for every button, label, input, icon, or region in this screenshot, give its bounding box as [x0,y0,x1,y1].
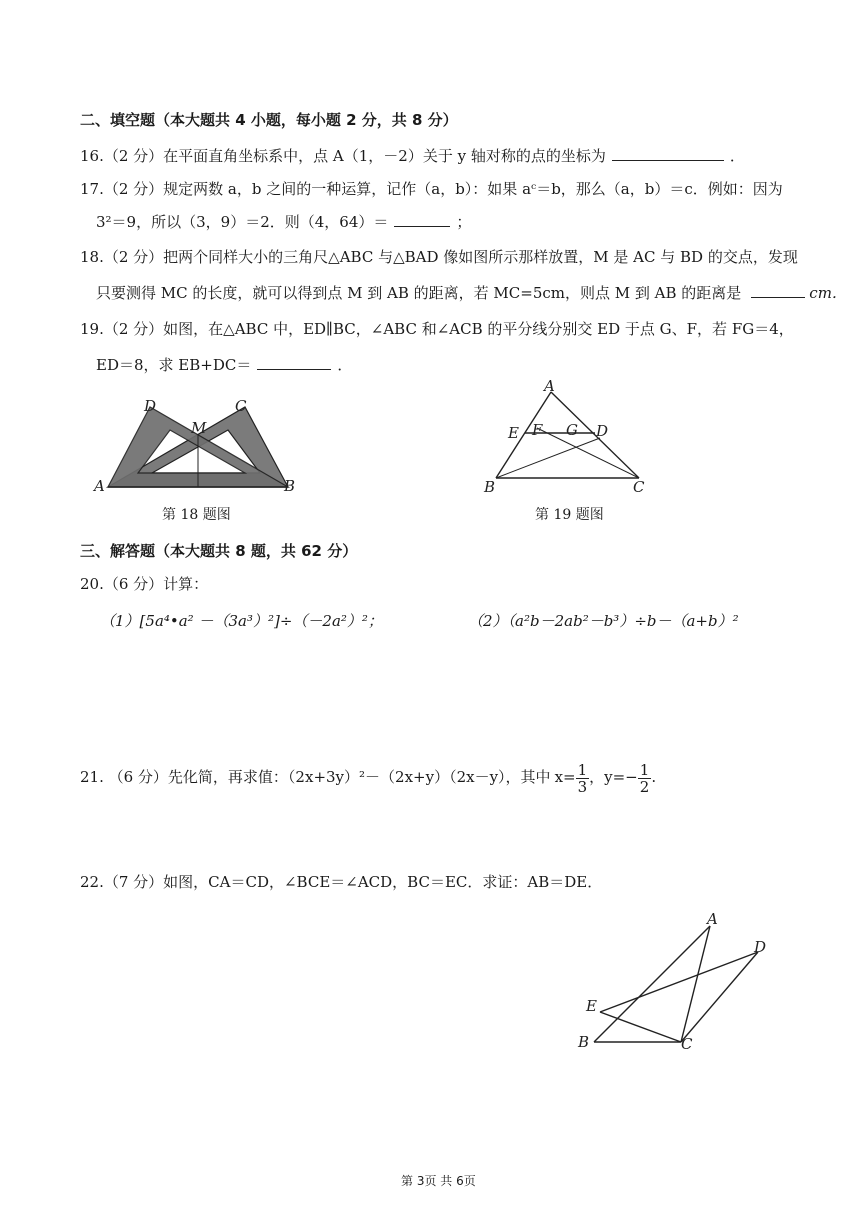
question-19-end: ． [337,356,353,374]
section-3-heading: 三、解答题（本大题共 8 题，共 62 分） [80,542,358,560]
label-d: D [144,397,157,415]
question-19-line-1: 19.（2 分）如图，在△ABC 中，ED∥BC，∠ABC 和∠ACB 的平分线分别交 ED 于点 G、F，若 FG＝4， [80,320,794,338]
x-label: x= [554,768,576,786]
page-footer: 第 3页 共 6页 [401,1174,476,1188]
label-m: M [191,419,207,437]
label-d: D [754,938,767,956]
answer-blank-17[interactable] [394,212,450,227]
question-17-line-1: 17.（2 分）规定两数 a，b 之间的一种运算，记作（a，b）：如果 aᶜ＝b，那么（a，b）＝c．例如：因为 [80,180,783,198]
label-a: A [94,477,105,495]
question-19-line-2 [96,355,352,375]
section-2-heading: 二、填空题（本大题共 4 小题，每小题 2 分，共 8 分） [80,111,458,129]
question-19-text: ED＝8，求 EB+DC＝ [96,356,252,374]
y-denominator: 2 [639,777,650,796]
label-c: C [681,1035,693,1053]
label-e: E [586,997,597,1015]
segment-ab [594,926,710,1042]
answer-blank-18[interactable] [751,283,805,298]
question-21-end: . [651,768,657,786]
answer-blank-19[interactable] [257,355,331,370]
figure-19-caption: 第 19 题图 [535,507,604,523]
label-g: G [566,421,578,439]
question-16 [80,146,745,166]
question-21 [80,760,656,795]
segment-ab [496,392,551,478]
segment-ec [600,1012,681,1042]
label-b: B [578,1033,590,1051]
question-18-text: 只要测得 MC 的长度，就可以得到点 M 到 AB 的距离，若 MC=5cm，则点 M 到 AB 的距离是 [96,284,742,302]
question-18-line-2 [96,283,847,303]
label-a: A [544,377,555,395]
question-20-part-2: （2）（a²b－2ab²－b³）÷b－（a+b）² [468,612,739,630]
question-20-title: 20.（6 分）计算： [80,575,209,593]
label-b: B [484,478,496,496]
question-17-text: 3²＝9，所以（3，9）＝2．则（4，64）＝ [96,213,389,231]
y-numerator: 1 [639,760,650,779]
y-label: ，y=− [589,768,638,786]
segment-ac [551,392,639,478]
question-16-end: ． [729,147,745,165]
label-e: E [508,424,519,442]
figure-18-caption: 第 18 题图 [162,507,231,523]
label-f: F [532,421,543,439]
figure-19 [480,378,660,498]
question-16-text: 16.（2 分）在平面直角坐标系中，点 A（1，－2）关于 y 轴对称的点的坐标为 [80,147,606,165]
x-fraction [576,762,590,795]
label-c: C [235,397,247,415]
question-22: 22.（7 分）如图，CA＝CD，∠BCE＝∠ACD，BC＝EC．求证：AB＝DE． [80,873,603,891]
bisector-cf [537,428,639,478]
label-b: B [284,477,296,495]
question-18-unit: cm． [809,284,847,302]
figure-22 [578,906,778,1056]
question-18-line-1: 18.（2 分）把两个同样大小的三角尺△ABC 与△BAD 像如图所示那样放置，M 是 AC 与 BD 的交点，发现 [80,248,798,266]
x-numerator: 1 [577,760,588,779]
label-d: D [596,422,609,440]
question-17-line-2 [96,212,471,232]
segment-ed [600,952,758,1012]
label-c: C [633,478,645,496]
bisector-bg [496,438,600,478]
x-denominator: 3 [577,777,588,796]
y-fraction [638,762,652,795]
figure-18 [90,395,310,495]
label-a: A [707,910,718,928]
question-17-end: ； [456,213,472,231]
question-20-part-1: （1）[5a⁴•a² －（3a³）²]÷（－2a²）²； [100,612,383,630]
answer-blank-16[interactable] [612,146,724,161]
question-21-text: 21. （6 分）先化简，再求值：（2x+3y）²－（2x+y）（2x－y），其中 [80,768,551,786]
